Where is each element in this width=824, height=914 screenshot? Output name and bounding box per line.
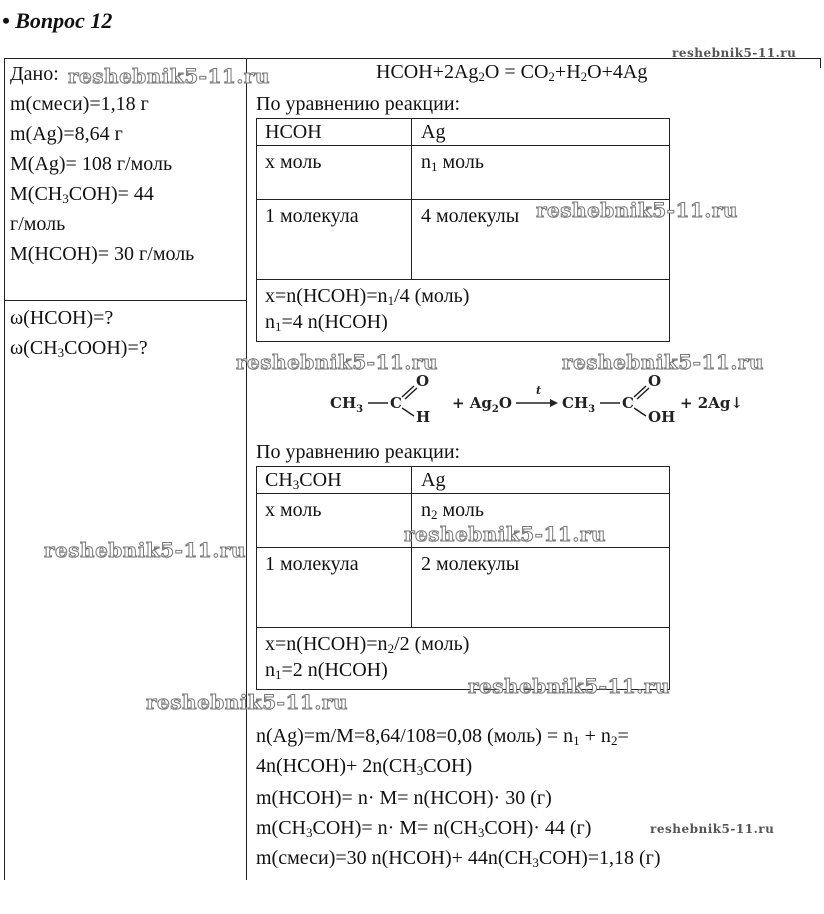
- watermark: reshebnik5-11.ru: [536, 198, 738, 222]
- table1-formula-2: $n_1=4$ n(HCOH): [265, 311, 388, 334]
- watermark: reshebnik5-11.ru: [146, 690, 348, 714]
- watermark: reshebnik5-11.ru: [468, 674, 670, 698]
- svg-text:CH3: $CH_3$: [330, 394, 364, 415]
- table2-cell-2-molecules: 2 молекулы: [421, 553, 520, 575]
- frame-divider-line: [246, 58, 247, 880]
- svg-text:C: C: [622, 394, 634, 412]
- by-equation-label-2: По уравнению реакции:: [256, 441, 461, 463]
- svg-text:H: H: [416, 408, 431, 424]
- svg-text:CH3: $CH_3$: [562, 394, 596, 415]
- table2-header-ag: Ag: [421, 469, 446, 491]
- find-ch3cooh-fraction: $\omega(CH_3COOH)=$?: [10, 337, 148, 360]
- question-title: • Вопрос 12: [2, 8, 113, 33]
- svg-text:O: O: [648, 372, 662, 390]
- given-item-hcoh-molar-mass: M(HCOH)= 30 г/моль: [10, 243, 195, 265]
- table2-cell-x-mol: x моль: [265, 499, 322, 521]
- watermark: reshebnik5-11.ru: [650, 822, 775, 836]
- watermark: reshebnik5-11.ru: [562, 350, 764, 374]
- given-item-ag-molar-mass: M(Ag)= 108 г/моль: [10, 153, 173, 175]
- by-equation-label-1: По уравнению реакции:: [256, 93, 461, 115]
- table2-formula-2: $n_1=2$ n(HCOH): [265, 659, 388, 682]
- reaction-table-1: [256, 118, 670, 342]
- svg-text:OH: OH: [648, 408, 676, 424]
- reaction-equation-2: [330, 372, 760, 424]
- calc-line-3: m(HCOH)= n· M= n(HCOH)· 30 (г): [256, 787, 552, 809]
- svg-text:C: C: [390, 394, 402, 412]
- given-find-divider: [4, 300, 246, 301]
- reaction-equation-1: $HCOH+2Ag_2O = CO_2+H_2O+4Ag$: [376, 61, 648, 84]
- table1-cell-1-molecule: 1 молекула: [265, 205, 359, 227]
- calc-line-2: 4n(HCOH)+ $2n(CH_3COH)$: [256, 755, 473, 778]
- svg-text:+ 2Ag↓: + 2Ag↓: [680, 394, 743, 412]
- table2-cell-1-molecule: 1 молекула: [265, 553, 359, 575]
- table1-cell-n1-mol: $n_1$ моль: [421, 151, 484, 174]
- watermark: reshebnik5-11.ru: [404, 522, 606, 546]
- table1-cell-x-mol: x моль: [265, 151, 322, 173]
- given-item-ch3coh-unit: г/моль: [10, 213, 66, 235]
- table2-formula-1: $x=n(HCOH)=n_2/2$ (моль): [265, 633, 470, 656]
- calc-line-4: $m(CH_3COH)= n\cdot M= n(CH_3COH)\cdot 44$ (г): [256, 817, 592, 840]
- table1-header-ag: Ag: [421, 121, 446, 143]
- given-item-ch3coh-molar-mass: $M(CH_3COH)= 44$: [10, 183, 154, 206]
- given-label: Дано:: [10, 63, 59, 85]
- calc-line-1: n(Ag)=m/M=8,64/108=0,08 (моль) = $n_1 + n_2=$: [256, 725, 629, 748]
- find-hcoh-fraction: ω(HCOH)=?: [10, 307, 114, 329]
- watermark: reshebnik5-11.ru: [44, 538, 246, 562]
- frame-left-line: [4, 58, 5, 880]
- table1-cell-4-molecules: 4 молекулы: [421, 205, 520, 227]
- watermark: reshebnik5-11.ru: [68, 64, 270, 88]
- table2-cell-n2-mol: $n_2$ моль: [421, 499, 484, 522]
- svg-text:t: t: [536, 384, 542, 397]
- calc-line-5: m(смеси)=30 n(HCOH)+ $44n(CH_3COH)=1,18$ (г): [256, 847, 661, 870]
- watermark: reshebnik5-11.ru: [672, 46, 797, 60]
- table2-header-ch3coh: $CH_3COH$: [265, 469, 342, 492]
- svg-text:+ Ag2O: + $Ag_2O$: [452, 394, 512, 415]
- table1-formula-1: $x=n(HCOH)=n_1/4$ (моль): [265, 285, 470, 308]
- given-item-mixture-mass: m(смеси)=1,18 г: [10, 93, 149, 115]
- reaction-table-2: [256, 466, 670, 690]
- frame-right-line: [820, 58, 821, 68]
- svg-text:O: O: [416, 372, 430, 390]
- table1-header-hcoh: HCOH: [265, 121, 322, 143]
- watermark: reshebnik5-11.ru: [236, 350, 438, 374]
- given-item-ag-mass: m(Ag)=8,64 г: [10, 123, 123, 145]
